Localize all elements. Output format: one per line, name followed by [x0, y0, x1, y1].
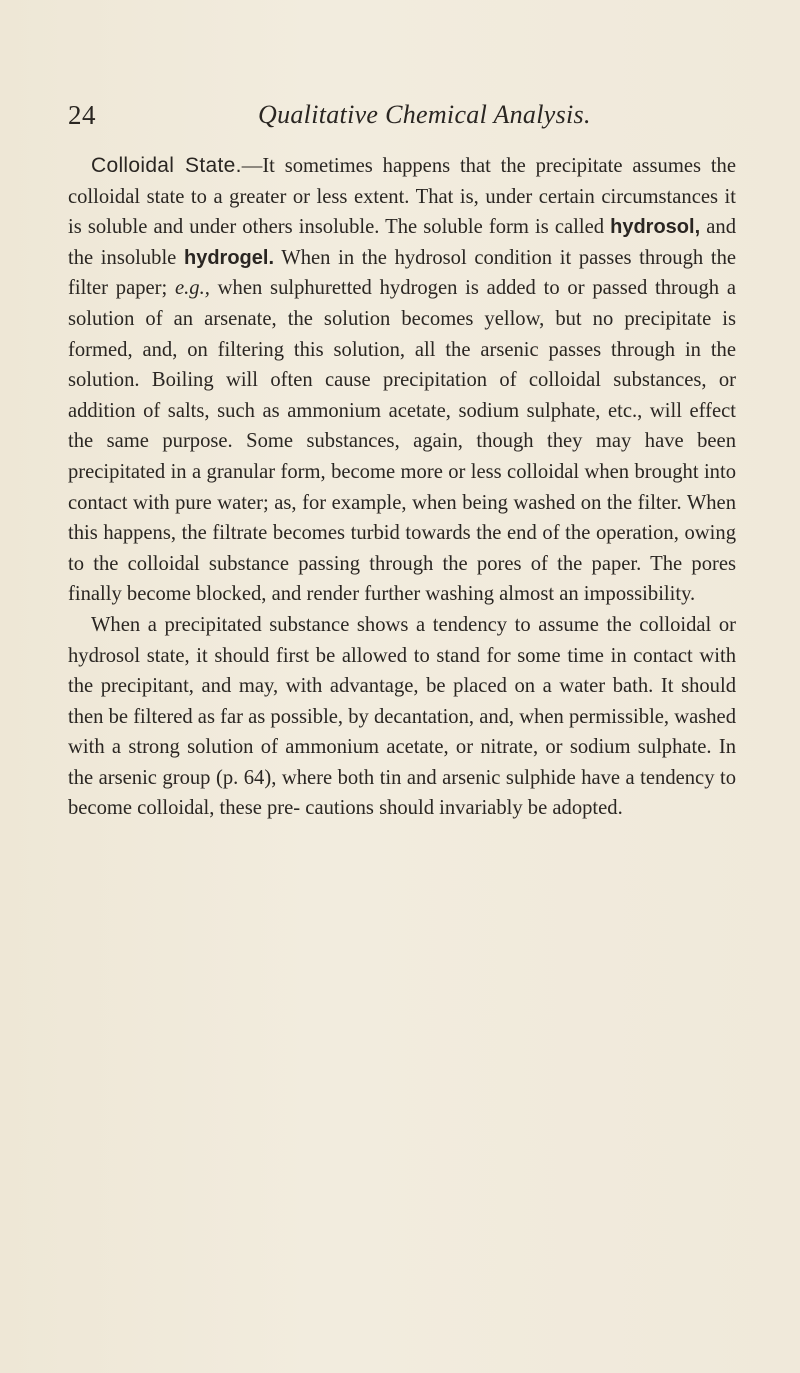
running-title: Qualitative Chemical Analysis. — [258, 100, 591, 129]
page-number: 24 — [68, 100, 96, 130]
paragraph-text: When in the hydrosol condition it passes through the filter paper; — [68, 246, 737, 300]
section-heading: Colloidal State. — [91, 154, 242, 177]
abbreviation-eg: e.g., — [175, 277, 210, 300]
paragraph-colloidal-state — [68, 151, 736, 610]
term-hydrogel: hydrogel. — [183, 246, 274, 269]
body-text — [68, 151, 736, 824]
paragraph-text: when sulphuretted hydrogen is added to or passed through a solution of an arsenate, the solution becomes yellow, but no precipitate is formed, and, on filtering this solution, all the arsenic passes through in the solution. Boiling will often cause precipitation of colloidal substances, or addition of salts, such as ammonium acetate, sodium sulphate, etc., will effect the same purpose. Some substances, again, though they may have been precipitated in a granular form, become more or less colloidal when brought into contact with pure water; as, for example, when being washed on the filter. When this happens, the filtrate becomes turbid towards the end of the operation, owing to the colloidal substance passing through the pores of the paper. The pores finally become blocked, and render further washing almost an impossibility. — [68, 277, 736, 606]
paragraph-precautions: When a precipitated substance shows a tendency to assume the colloidal or hydrosol state, it should first be allowed to stand for some time in contact with the precipitant, and may, with advantage, be placed on a water bath. It should then be filtered as far as possible, by decantation, and, when permissible, washed with a strong solution of ammonium acetate, or nitrate, or sodium sulphate. In the arsenic group (p. 64), where both tin and arsenic sulphide have a tendency to become colloidal, these pre- cautions should invariably be adopted. — [68, 613, 736, 820]
page-header — [68, 100, 668, 140]
paragraph-text: and the insoluble — [68, 216, 736, 269]
term-hydrosol: hydrosol, — [610, 216, 701, 239]
paragraph-text: —It sometimes happens that the precipitate assumes the colloidal state to a greater or less extent. That is, under certain circumstances it is soluble and under others insoluble. The soluble form is called — [68, 155, 736, 239]
